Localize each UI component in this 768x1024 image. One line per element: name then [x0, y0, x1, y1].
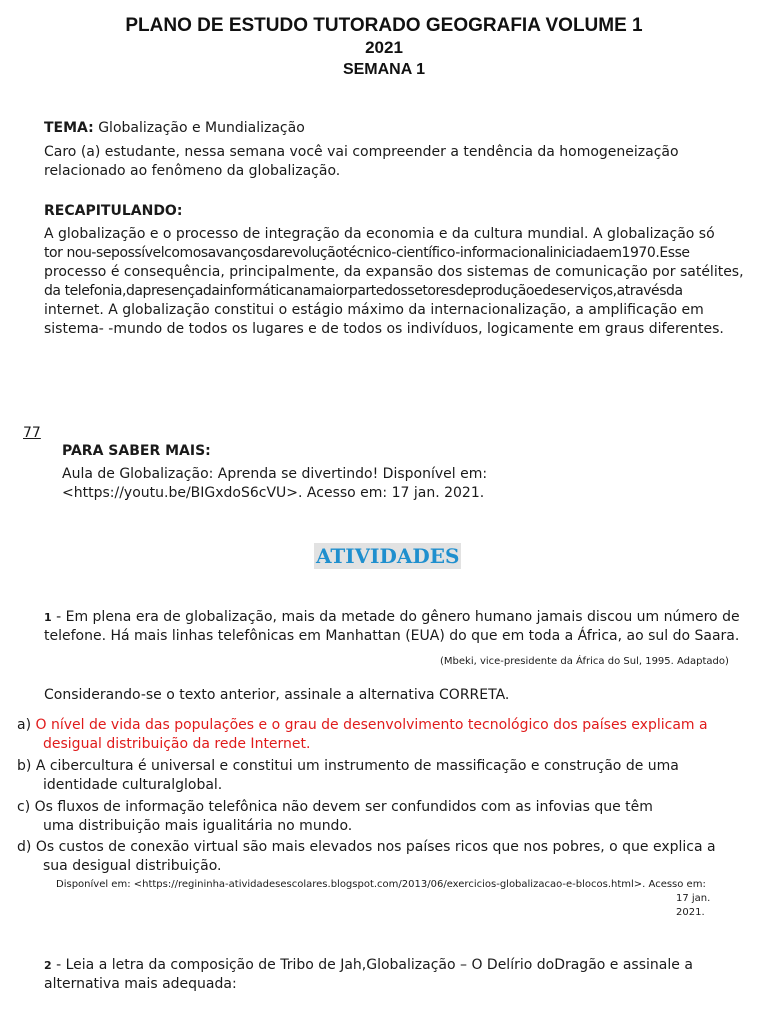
option-a[interactable]: [17, 716, 737, 754]
question-1-line: telefone. Há mais linhas telefônicas em Manhattan (EUA) do que em toda a África, ao sul do Saara.: [44, 628, 740, 644]
option-b-text: A cibercultura é universal e constitui um instrumento de massificação e construção de uma: [35, 758, 679, 774]
option-d-text-cont: sua desigual distribuição.: [43, 858, 222, 874]
option-a-text-cont: desigual distribuição da rede Internet.: [43, 736, 311, 752]
recapitulando-line: A globalização e o processo de integração da economia e da cultura mundial. A globalização só: [44, 226, 715, 242]
recapitulando-line: internet. A globalização constitui o estágio máximo da internacionalização, a amplificação em: [44, 302, 704, 318]
question-number: 1: [44, 611, 52, 624]
recapitulando-line: tor nou-sepossívelcomosavançosdarevoluçãotécnico-científico-informacionaliniciadaem1970.Esse: [44, 245, 690, 261]
tema-intro-line: Caro (a) estudante, nessa semana você vai compreender a tendência da homogeneização: [44, 144, 679, 160]
option-c-text: Os fluxos de informação telefônica não devem ser confundidos com as infovias que têm: [34, 799, 653, 815]
question-1-prompt: Considerando-se o texto anterior, assinale a alternativa CORRETA.: [44, 687, 510, 703]
tema-intro-line: relacionado ao fenômeno da globalização.: [44, 163, 341, 179]
question-number: 2: [44, 959, 52, 972]
question-1-source-year: 2021.: [676, 907, 705, 918]
option-letter: a): [17, 717, 32, 733]
option-letter: c): [17, 799, 31, 815]
saber-mais-link[interactable]: <https://youtu.be/BIGxdoS6cVU>. Acesso em: 17 jan. 2021.: [62, 485, 485, 501]
saber-mais-heading: PARA SABER MAIS:: [62, 443, 211, 459]
question-1-citation: (Mbeki, vice-presidente da África do Sul, 1995. Adaptado): [440, 656, 729, 667]
question-1-source: Disponível em: <https://regininha-atividadesescolares.blogspot.com/2013/06/exercicios-globalizacao-e-blocos.html>. Acesso em:: [56, 879, 706, 890]
atividades-title: ATIVIDADES: [316, 544, 460, 568]
recapitulando-text: [44, 225, 744, 339]
document-title: PLANO DE ESTUDO TUTORADO GEOGRAFIA VOLUME 1: [125, 15, 643, 36]
option-b-text-cont: identidade culturalglobal.: [43, 777, 223, 793]
question-1-source-date: 17 jan.: [676, 893, 711, 904]
option-a-text: O nível de vida das populações e o grau de desenvolvimento tecnológico dos países explicam a: [35, 717, 708, 733]
document-week: SEMANA 1: [342, 61, 426, 78]
option-c[interactable]: [17, 798, 737, 836]
option-d[interactable]: [17, 838, 737, 876]
recapitulando-line: processo é consequência, principalmente, da expansão dos sistemas de comunicação por satélites,: [44, 264, 744, 280]
question-1-text: [44, 608, 744, 646]
recapitulando-line: da telefonia,dapresençadainformáticanamaiorpartedossetoresdeproduçãoedeserviços,atravésda: [44, 283, 683, 299]
recapitulando-line: sistema- -mundo de todos os lugares e de todos os indivíduos, logicamente em graus diferentes.: [44, 321, 724, 337]
option-c-text-cont: uma distribuição mais igualitária no mundo.: [43, 818, 353, 834]
tema-intro: [44, 143, 684, 181]
question-2-line: alternativa mais adequada:: [44, 976, 237, 992]
question-1-line: - Em plena era de globalização, mais da metade do gênero humano jamais discou um número de: [51, 609, 740, 625]
tema-value: Globalização e Mundialização: [98, 120, 305, 136]
saber-mais-line: Aula de Globalização: Aprenda se divertindo! Disponível em:: [62, 466, 488, 482]
saber-mais-text: [62, 465, 682, 503]
option-b[interactable]: [17, 757, 737, 795]
question-2-line: - Leia a letra da composição de Tribo de Jah,Globalização – O Delírio doDragão e assinale a: [51, 957, 693, 973]
document-year: 2021: [365, 38, 403, 57]
question-2-text: [44, 956, 744, 994]
page-number: 77: [23, 425, 41, 441]
option-d-text: Os custos de conexão virtual são mais elevados nos países ricos que nos pobres, o que explica a: [35, 839, 716, 855]
option-letter: d): [17, 839, 32, 855]
option-letter: b): [17, 758, 32, 774]
tema-line: [44, 119, 305, 138]
tema-label: TEMA:: [44, 120, 94, 136]
recapitulando-heading: RECAPITULANDO:: [44, 203, 183, 219]
